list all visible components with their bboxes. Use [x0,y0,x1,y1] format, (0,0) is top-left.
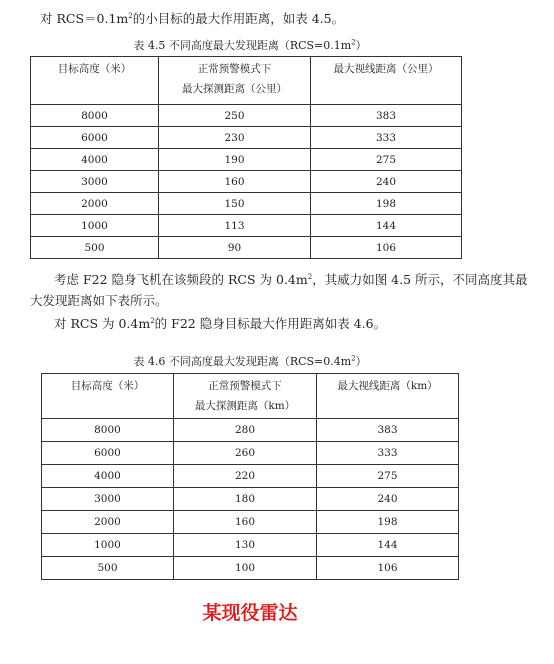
cell-detect: 100 [174,557,317,580]
cell-height: 8000 [42,419,174,442]
table-row [31,127,462,149]
table-row [42,557,459,580]
col-header-detect: 正常预警模式下 最大探测距离（公里） [159,57,311,105]
cell-sight: 144 [311,215,462,237]
cell-detect: 280 [174,419,317,442]
table-row [42,488,459,511]
cell-detect: 250 [159,105,311,127]
table-row [31,193,462,215]
table-header-row [31,57,462,105]
table-4-5-caption-sup: 2 [351,38,356,47]
cell-height: 4000 [31,149,159,171]
cell-height: 1000 [31,215,159,237]
cell-sight: 333 [317,442,459,465]
cell-sight: 275 [311,149,462,171]
cell-sight: 240 [311,171,462,193]
table-4-5-caption-text: 表 4.5 不同高度最大发现距离（RCS=0.1m [133,39,352,52]
body-sup-1: 2 [307,272,313,281]
intro-paragraph [40,11,480,27]
cell-height: 2000 [42,511,174,534]
cell-height: 8000 [31,105,159,127]
table-row [42,511,459,534]
cell-detect: 220 [174,465,317,488]
table-row [42,442,459,465]
cell-height: 2000 [31,193,159,215]
table-4-6-caption-end: ） [355,355,367,368]
cell-detect: 113 [159,215,311,237]
body-paragraph-line-3 [54,316,554,332]
cell-detect: 260 [174,442,317,465]
cell-detect: 230 [159,127,311,149]
body-text-1-after: ，其威力如图 4.5 所示，不同高度其最 [312,272,528,287]
col-header-height: 目标高度（米） [42,374,174,419]
body-paragraph-line-2 [30,293,530,309]
cell-height: 3000 [42,488,174,511]
table-row [31,171,462,193]
table-4-5 [30,56,462,259]
cell-height: 6000 [31,127,159,149]
table-row [31,105,462,127]
table-row [31,149,462,171]
body-paragraph-line-1 [54,272,528,288]
cell-sight: 240 [317,488,459,511]
table-row [42,465,459,488]
table-4-5-caption [0,39,500,53]
table-4-6-caption-text: 表 4.6 不同高度最大发现距离（RCS=0.4m [133,355,352,368]
col-header-sight: 最大视线距离（km） [317,374,459,419]
cell-detect: 90 [159,237,311,259]
intro-text-after: 的小目标的最大作用距离，如表 4.5。 [132,11,345,26]
intro-sup: 2 [128,11,133,20]
cell-sight: 333 [311,127,462,149]
cell-detect: 190 [159,149,311,171]
table-4-5-caption-end: ） [355,39,367,52]
col-header-sight: 最大视线距离（公里） [311,57,462,105]
cell-sight: 383 [311,105,462,127]
cell-sight: 198 [311,193,462,215]
cell-height: 1000 [42,534,174,557]
cell-detect: 150 [159,193,311,215]
body-text-3-after: 的 F22 隐身目标最大作用距离如表 4.6。 [154,316,387,331]
cell-sight: 275 [317,465,459,488]
body-sup-3: 2 [150,316,155,325]
footer-title: 某现役雷达 [202,602,298,624]
table-row [31,215,462,237]
cell-detect: 160 [174,511,317,534]
cell-sight: 106 [311,237,462,259]
cell-sight: 383 [317,419,459,442]
table-row [31,237,462,259]
table-4-6-caption-sup: 2 [351,354,356,363]
cell-sight: 106 [317,557,459,580]
body-text-3: 对 RCS 为 0.4m [54,316,151,331]
col-header-detect: 正常预警模式下 最大探测距离（km） [174,374,317,419]
table-row [42,419,459,442]
cell-height: 4000 [42,465,174,488]
cell-sight: 198 [317,511,459,534]
cell-detect: 130 [174,534,317,557]
body-text-2: 大发现距离如下表所示。 [30,293,168,308]
table-4-6-caption [0,355,500,369]
cell-detect: 180 [174,488,317,511]
body-text-1: 考虑 F22 隐身飞机在该频段的 RCS 为 0.4m [54,272,308,287]
cell-detect: 160 [159,171,311,193]
cell-height: 6000 [42,442,174,465]
cell-height: 500 [42,557,174,580]
cell-height: 3000 [31,171,159,193]
col-header-height: 目标高度（米） [31,57,159,105]
table-4-6 [41,373,459,580]
table-header-row [42,374,459,419]
table-row [42,534,459,557]
cell-sight: 144 [317,534,459,557]
intro-text: 对 RCS＝0.1m [40,11,129,26]
cell-height: 500 [31,237,159,259]
